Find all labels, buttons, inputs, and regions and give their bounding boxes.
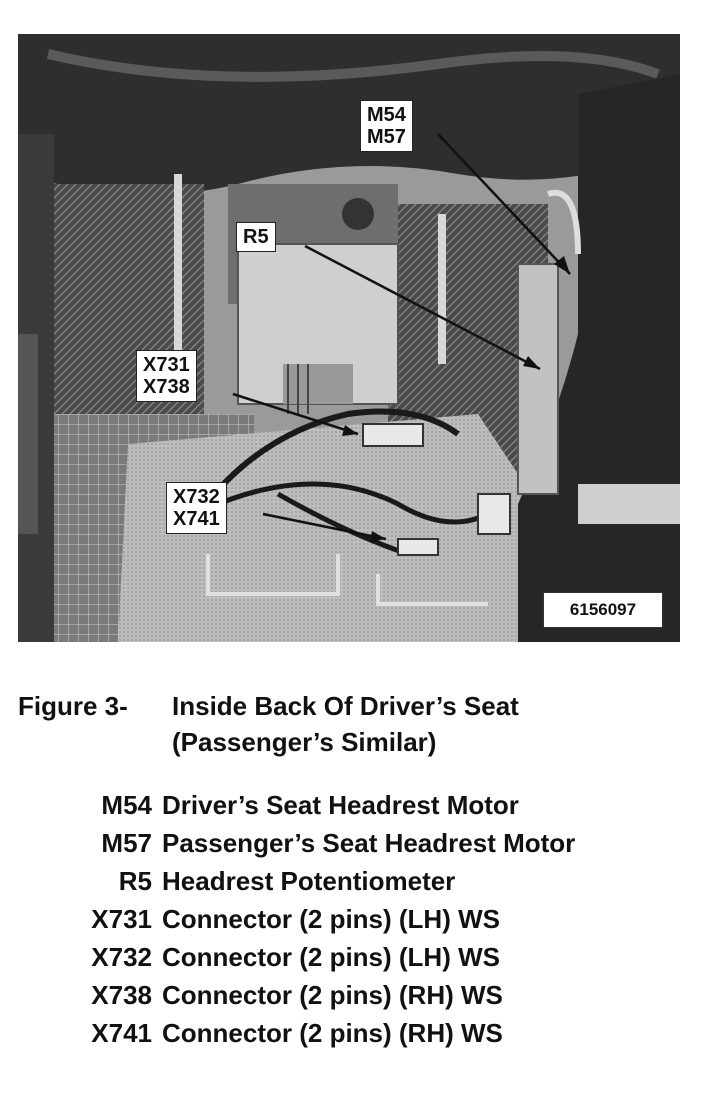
legend-item	[40, 976, 680, 1014]
legend-code: R5	[118, 866, 152, 896]
legend-code: X741	[91, 1018, 152, 1048]
figure-image-id: 6156097	[543, 592, 663, 628]
legend-item	[40, 1014, 680, 1052]
figure-caption	[18, 688, 519, 757]
figure-title: Inside Back Of Driver’s Seat	[172, 691, 519, 721]
legend-code: M57	[101, 828, 152, 858]
legend-description: Headrest Potentiometer	[162, 866, 456, 896]
component-legend	[40, 786, 680, 1052]
callout-x732-x741: X732 X741	[166, 482, 227, 534]
figure-number: Figure 3-	[18, 691, 128, 721]
legend-item	[40, 786, 680, 824]
legend-code: X738	[91, 980, 152, 1010]
legend-item	[40, 900, 680, 938]
legend-description: Passenger’s Seat Headrest Motor	[162, 828, 576, 858]
figure-subtitle: (Passenger’s Similar)	[172, 727, 437, 757]
callout-m54-m57: M54 M57	[360, 100, 413, 152]
legend-code: X732	[91, 942, 152, 972]
legend-description: Connector (2 pins) (LH) WS	[162, 904, 500, 934]
legend-description: Connector (2 pins) (RH) WS	[162, 1018, 503, 1048]
callout-x731-x738: X731 X738	[136, 350, 197, 402]
callout-r5: R5	[236, 222, 276, 252]
legend-description: Connector (2 pins) (RH) WS	[162, 980, 503, 1010]
legend-code: X731	[91, 904, 152, 934]
seat-back-photo	[18, 34, 680, 642]
legend-description: Connector (2 pins) (LH) WS	[162, 942, 500, 972]
legend-item	[40, 824, 680, 862]
legend-code: M54	[101, 790, 152, 820]
legend-item	[40, 862, 680, 900]
legend-item	[40, 938, 680, 976]
legend-description: Driver’s Seat Headrest Motor	[162, 790, 519, 820]
